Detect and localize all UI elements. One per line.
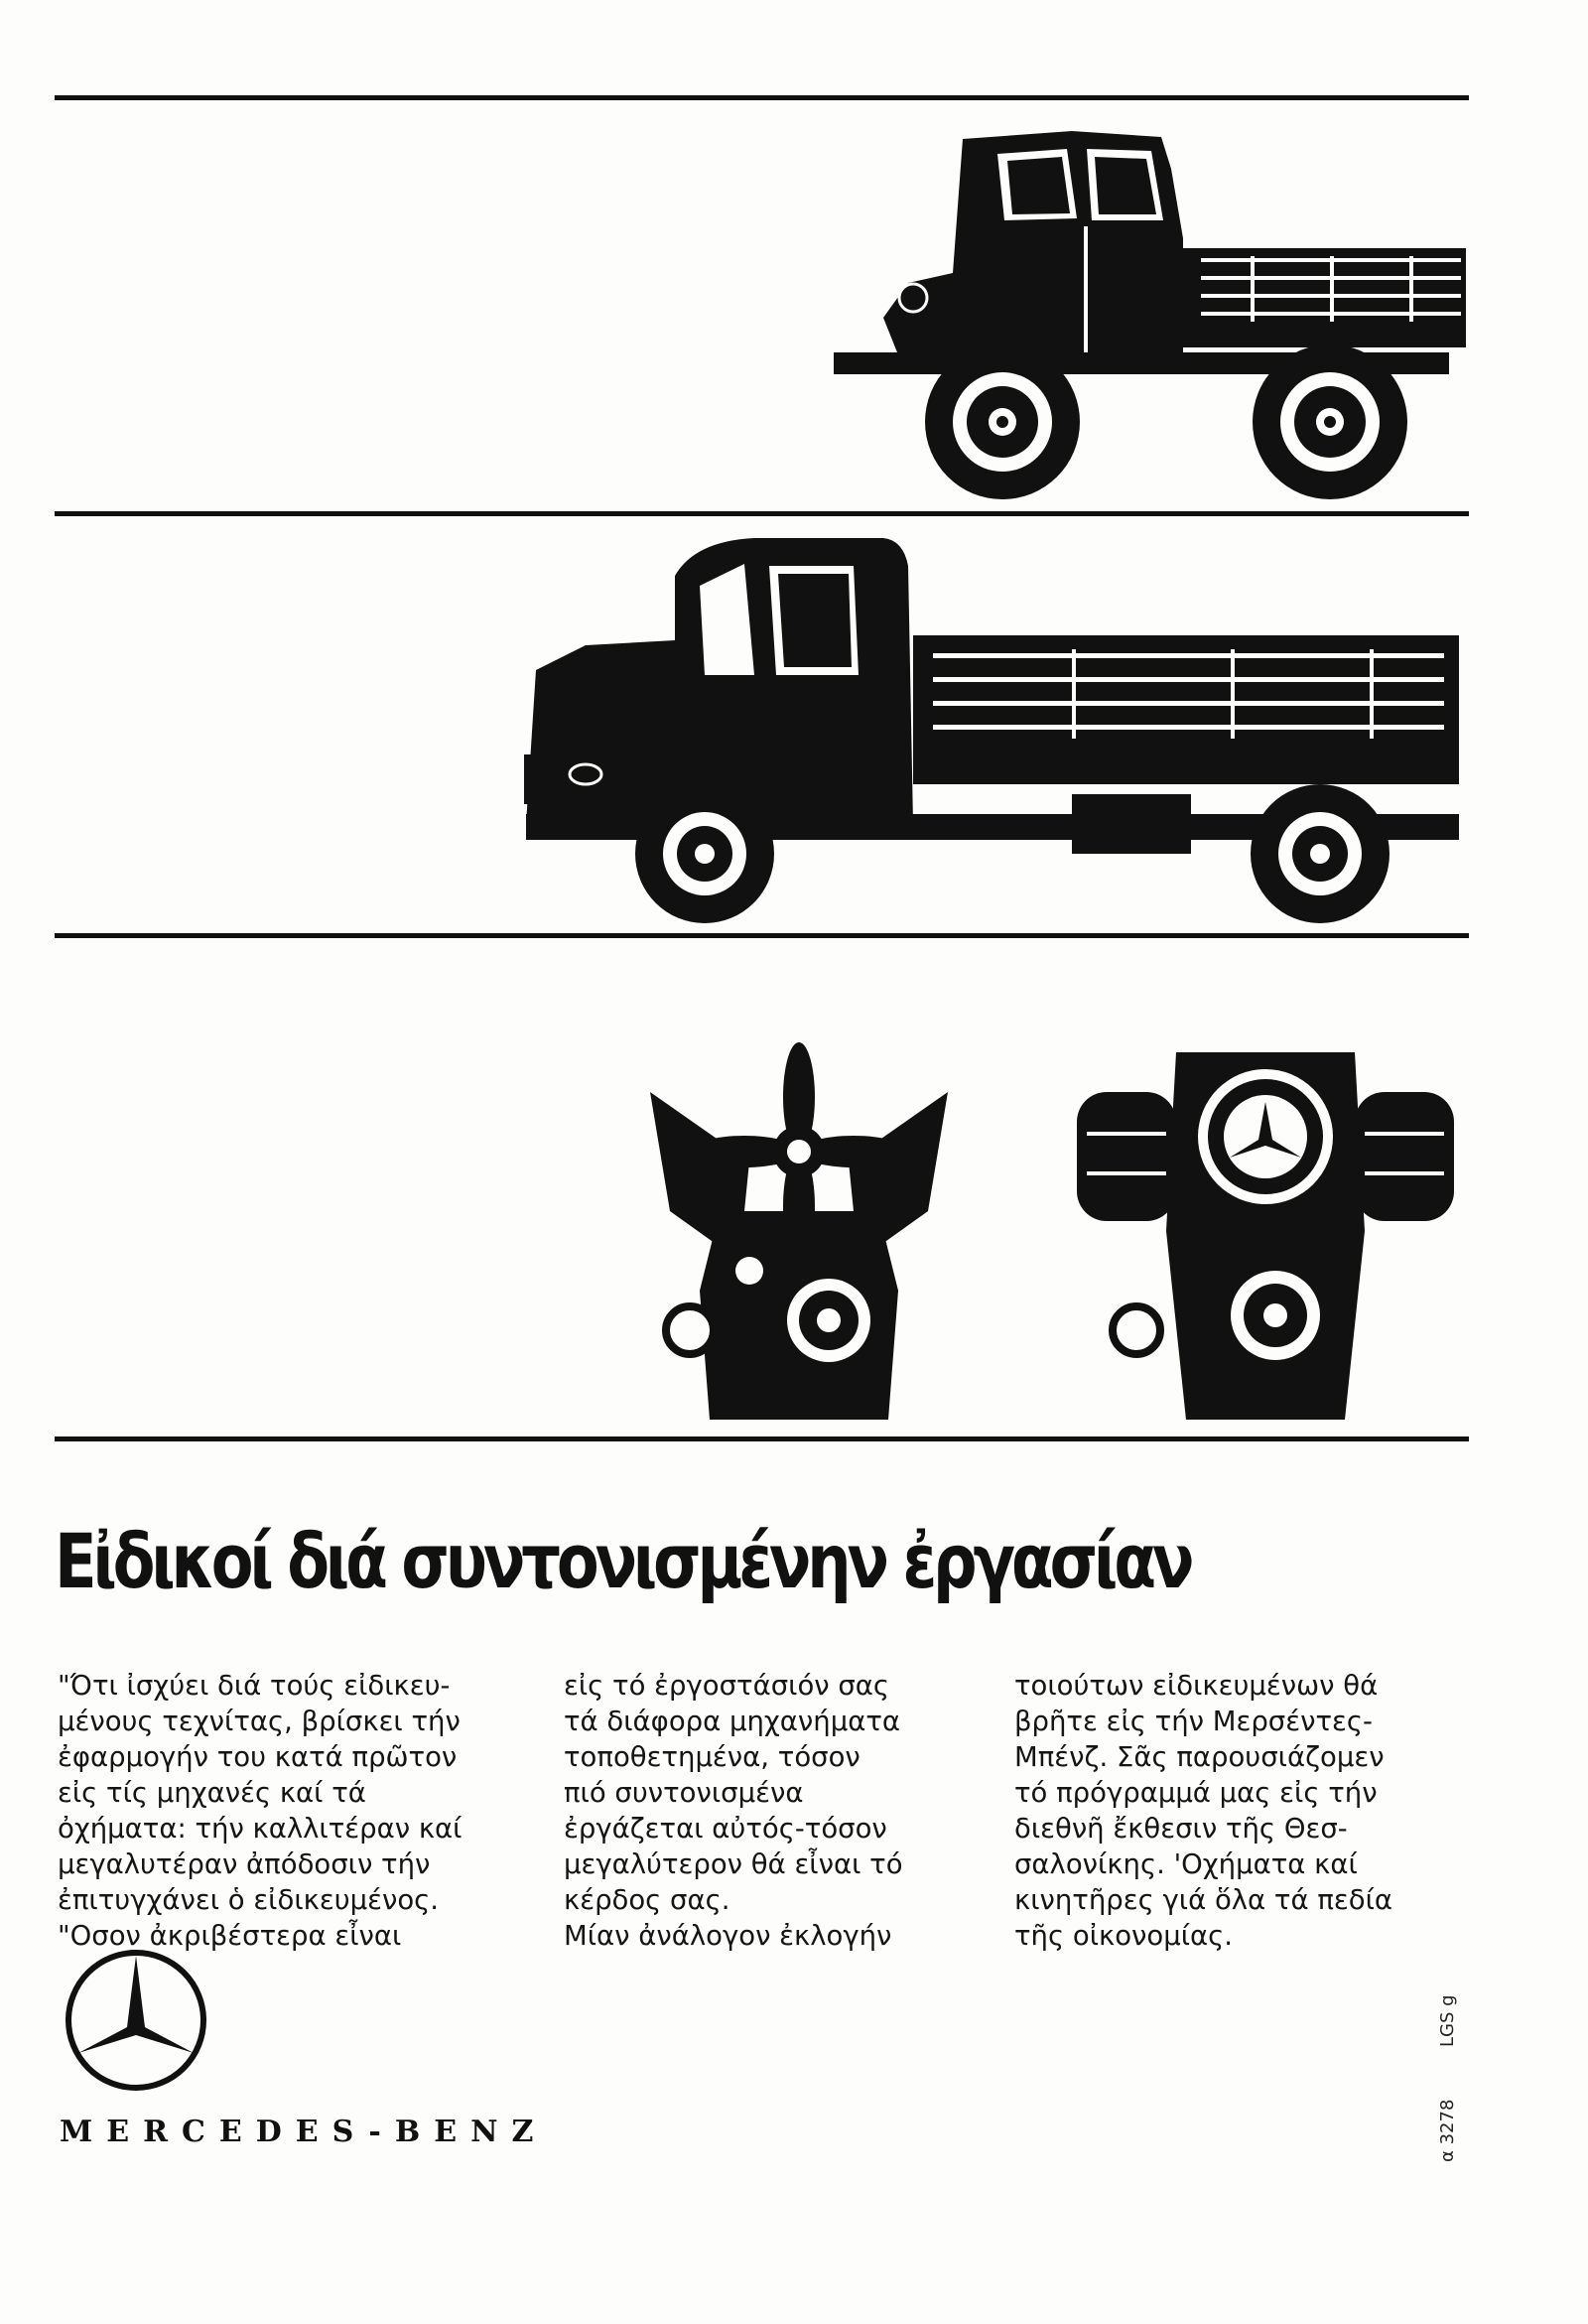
body-line: εἰς τό ἐργοστάσιόν σας (564, 1670, 890, 1702)
body-column-3 (1014, 1668, 1441, 1954)
body-line: μεγαλυτέραν ἀπόδοσιν τήν (58, 1848, 431, 1880)
print-code-extra: LGS g (1437, 1994, 1458, 2047)
mercedes-star-logo (62, 1946, 210, 2095)
engine-flywheel-side-illustration (1067, 1032, 1464, 1430)
engine-fan-side-illustration (630, 1032, 968, 1430)
divider-rule-1 (55, 511, 1469, 516)
unimog-truck-illustration (814, 109, 1469, 506)
body-column-2 (564, 1668, 991, 1954)
body-line: βρῆτε εἰς τήν Μερσέντες- (1014, 1706, 1373, 1737)
body-line: "Οσον ἀκριβέστερα εἶναι (58, 1920, 402, 1952)
print-code: α 3278 (1437, 2099, 1458, 2162)
brand-wordmark: MERCEDES-BENZ (60, 2115, 548, 2149)
divider-rule-2 (55, 933, 1469, 938)
body-line: Μίαν ἀνάλογον ἐκλογήν (564, 1920, 892, 1952)
body-line: τῆς οἰκονομίας. (1014, 1920, 1234, 1952)
body-line: Μπένζ. Σᾶς παρουσιάζομεν (1014, 1741, 1385, 1773)
body-line: εἰς τίς μηχανές καί τά (58, 1777, 366, 1809)
body-line: διεθνῆ ἔκθεσιν τῆς Θεσ- (1014, 1813, 1348, 1845)
flatbed-truck-illustration (516, 526, 1469, 928)
body-line: τά διάφορα μηχανήματα (564, 1706, 901, 1737)
divider-rule-3 (55, 1436, 1469, 1441)
body-line: ὀχήματα: τήν καλλιτέραν καί (58, 1813, 463, 1845)
body-line: μένους τεχνίτας, βρίσκει τήν (58, 1706, 461, 1737)
top-rule (55, 95, 1469, 100)
body-column-1 (58, 1668, 484, 1954)
body-line: κέρδος σας. (564, 1884, 730, 1916)
body-line: ἐπιτυγχάνει ὁ εἰδικευμένος. (58, 1884, 440, 1916)
body-line: σαλονίκης. 'Οχήματα καί (1014, 1848, 1358, 1880)
headline: Εἰδικοί διά συντονισμένην ἐργασίαν (55, 1517, 1191, 1605)
body-line: "Ότι ἰσχύει διά τούς εἰδικευ- (58, 1670, 451, 1702)
body-line: πιό συντονισμένα (564, 1777, 804, 1809)
body-line: κινητῆρες γιά ὅλα τά πεδία (1014, 1884, 1393, 1916)
body-line: τό πρόγραμμά μας εἰς τήν (1014, 1777, 1378, 1809)
body-line: ἐργάζεται αὐτός-τόσον (564, 1813, 887, 1845)
body-line: τοιούτων εἰδικευμένων θά (1014, 1670, 1379, 1702)
body-line: τοποθετημένα, τόσον (564, 1741, 860, 1773)
body-line: μεγαλύτερον θά εἶναι τό (564, 1848, 903, 1880)
body-line: ἐφαρμογήν του κατά πρῶτον (58, 1741, 458, 1773)
